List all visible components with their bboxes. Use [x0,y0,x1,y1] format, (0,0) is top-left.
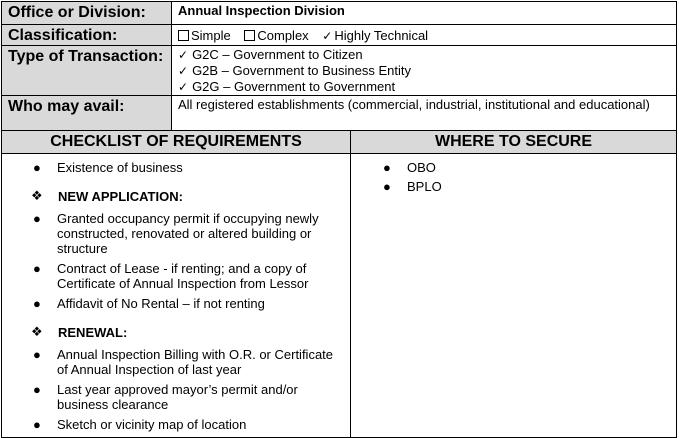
list-item [2,160,344,175]
transaction-type-item [178,63,670,79]
where-to-secure-cell [351,154,677,438]
section-title: NEW APPLICATION: [58,189,183,204]
service-info-table [1,1,677,133]
checklist-cell [2,154,351,438]
classification-label: Classification: [2,25,172,46]
diamond-bullet-icon: ❖ [31,188,43,203]
transaction-type-text: G2C – Government to Citizen [192,47,363,62]
where-to-secure-header: WHERE TO SECURE [351,131,677,154]
classification-row [2,25,677,46]
transaction-row [2,46,677,96]
checkmark-icon: ✓ [178,48,189,62]
checkmark-icon: ✓ [322,29,333,43]
list-item-text: OBO [407,160,436,175]
transaction-type-item [178,47,670,63]
requirements-body-row [2,154,677,438]
bullet-icon: ● [33,347,41,362]
checklist-header: CHECKLIST OF REQUIREMENTS [2,131,351,154]
option-complex [244,28,310,43]
checkbox-empty-icon [244,30,255,41]
transaction-label: Type of Transaction: [2,46,172,96]
option-complex-label: Complex [257,28,309,43]
list-item [2,347,344,377]
list-item-text: Last year approved mayor’s permit and/or business clearance [57,382,298,412]
list-item [2,211,344,256]
list-item-text: Contract of Lease - if renting; and a copy of Certificate of Annual Inspection from Lessor [57,261,309,291]
transaction-type-text: G2B – Government to Business Entity [192,63,411,78]
checkmark-icon: ✓ [178,80,189,94]
list-item [2,296,344,311]
renewal-heading [2,325,344,340]
section-title: RENEWAL: [58,325,128,340]
list-item-text: Granted occupancy permit if occupying newly constructed, renovated or altered building or structure [57,211,319,256]
transaction-type-item [178,79,670,95]
list-item [2,417,344,432]
list-item-text: Affidavit of No Rental – if not renting [57,296,265,311]
classification-options [172,25,677,46]
transaction-types [172,46,677,96]
list-item-text: Annual Inspection Billing with O.R. or Certificate of Annual Inspection of last year [57,347,334,377]
option-highly-technical [322,28,430,43]
option-highly-technical-label: Highly Technical [334,28,429,43]
requirements-header-row [2,131,677,154]
list-item [351,160,676,175]
bullet-icon: ● [33,417,41,432]
bullet-icon: ● [383,179,391,194]
bullet-icon: ● [33,261,41,276]
bullet-icon: ● [383,160,391,175]
new-application-heading [2,189,344,204]
bullet-icon: ● [33,160,41,175]
bullet-icon: ● [33,211,41,226]
list-item [2,261,344,291]
avail-row [2,96,677,133]
option-simple [178,28,233,43]
bullet-icon: ● [33,382,41,397]
avail-label: Who may avail: [2,96,172,133]
avail-value: All registered establishments (commercial, industrial, institutional and educational) [172,96,677,133]
list-item-text: Sketch or vicinity map of location [57,417,247,432]
checkmark-icon: ✓ [178,64,189,78]
office-label: Office or Division: [2,2,172,25]
office-value: Annual Inspection Division [172,2,677,25]
requirements-table [1,130,677,438]
list-item-text: Existence of business [57,160,183,175]
option-simple-label: Simple [191,28,231,43]
diamond-bullet-icon: ❖ [31,324,43,339]
list-item [351,179,676,194]
checkbox-empty-icon [178,30,189,41]
bullet-icon: ● [33,296,41,311]
list-item [2,382,344,412]
transaction-type-text: G2G – Government to Government [192,79,396,94]
list-item-text: BPLO [407,179,442,194]
office-row [2,2,677,25]
